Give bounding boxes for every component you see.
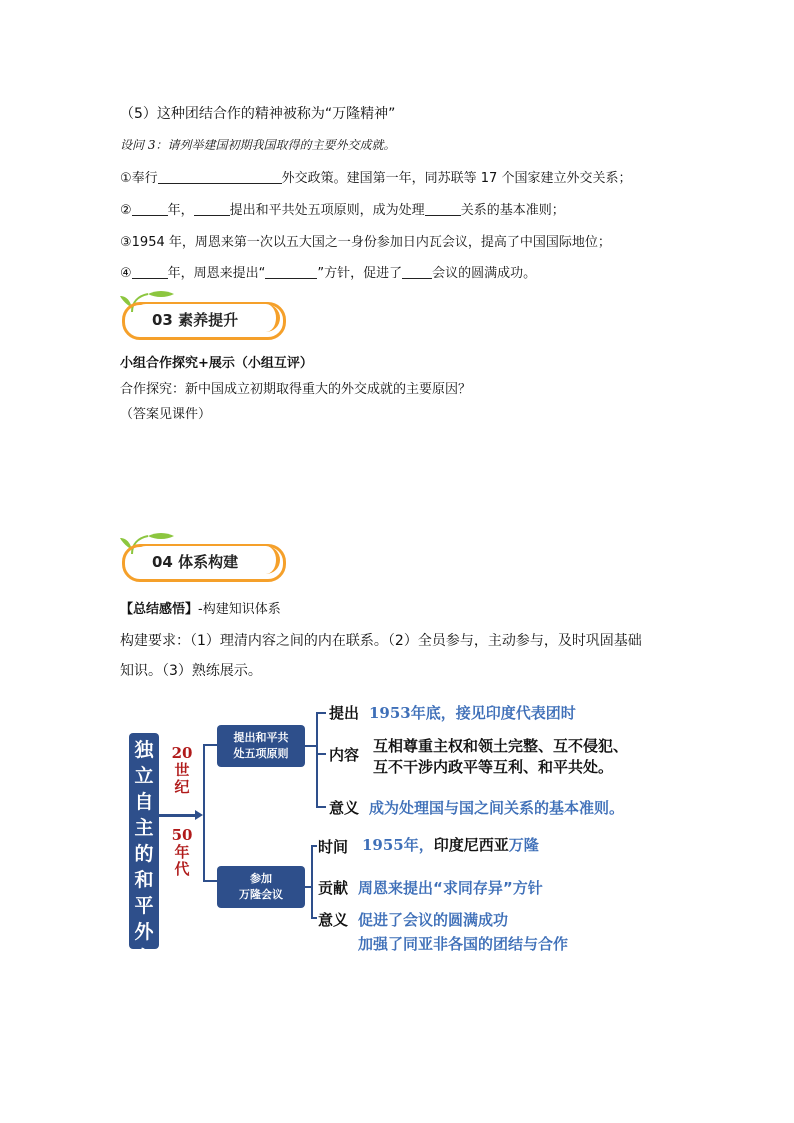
box-five-principles: 提出和平共 处五项原则	[217, 725, 305, 767]
blank	[158, 169, 282, 184]
section-03-answer: （答案见课件）	[120, 407, 212, 422]
item-1-prefix: ①奉行	[120, 171, 158, 186]
value-content-2: 互不干涉内政平等互利、和平共处。	[373, 758, 614, 776]
value-time: 1955年，印度尼西亚万隆	[362, 836, 539, 854]
key-significance-1: 意义	[329, 799, 360, 817]
key-significance-2: 意义	[318, 911, 349, 929]
title-char: 的	[134, 843, 154, 865]
item-2-text: 关系的基本准则；	[460, 203, 565, 218]
blank	[265, 264, 317, 279]
section-04-title: 04 体系构建	[152, 553, 239, 571]
arrow-head-icon	[195, 810, 203, 820]
summary-heading-bracket: 【总结感悟】	[120, 602, 199, 617]
title-char: 平	[134, 895, 154, 917]
section-03-banner	[118, 288, 288, 340]
item-4-prefix: ④	[120, 266, 132, 281]
blank	[402, 264, 432, 279]
value-contribution: 周恩来提出“求同存异”方针	[358, 879, 543, 897]
title-char: 交	[134, 947, 154, 969]
item-1-rest: 外交政策。建国第一年，同苏联等 17 个国家建立外交关系；	[281, 171, 632, 186]
value-content-1: 互相尊重主权和领土完整、互不侵犯、	[373, 737, 629, 755]
blank	[132, 264, 168, 279]
value-significance-2a: 促进了会议的圆满成功	[358, 911, 509, 929]
title-char: 独	[134, 739, 154, 761]
box-bandung-conference: 参加 万隆会议	[217, 866, 305, 908]
key-time: 时间	[318, 838, 349, 856]
title-char: 立	[134, 765, 154, 787]
item-4-text: 会议的圆满成功。	[432, 266, 537, 281]
value-propose: 1953年底，接见印度代表团时	[369, 704, 576, 722]
item-4-text: 年，周恩来提出“	[167, 266, 266, 281]
q5-text: （5）这种团结合作的精神被称为“万隆精神”	[120, 106, 396, 122]
blank	[425, 201, 461, 216]
arrow-line	[159, 814, 197, 817]
era-label-bottom: 50 年 代	[171, 826, 193, 878]
item-4	[120, 262, 536, 281]
blank	[194, 201, 230, 216]
item-3: ③1954 年，周恩来第一次以五大国之一身份参加日内瓦会议，提高了中国国际地位；	[120, 235, 611, 250]
item-4-text: ”方针，促进了	[317, 266, 403, 281]
title-char: 主	[134, 817, 154, 839]
era-label-top: 20 世 纪	[171, 744, 193, 796]
section-03-question: 合作探究：新中国成立初期取得重大的外交成就的主要原因？	[120, 382, 472, 397]
summary-heading	[120, 598, 281, 617]
section-04-banner	[118, 530, 288, 582]
item-1	[120, 167, 631, 186]
key-content: 内容	[329, 746, 360, 764]
question-3: 设问 3：请列举建国初期我国取得的主要外交成就。	[120, 138, 396, 152]
title-char: 自	[134, 791, 154, 813]
value-significance-2b: 加强了同亚非各国的团结与合作	[358, 935, 569, 953]
section-03-subtitle: 小组合作探究+展示（小组互评）	[120, 356, 313, 371]
value-significance-1: 成为处理国与国之间关系的基本准则。	[369, 799, 625, 817]
blank	[132, 201, 168, 216]
title-char: 外	[134, 921, 154, 943]
item-2-prefix: ②	[120, 203, 132, 218]
item-2-text: 提出和平共处五项原则，成为处理	[229, 203, 425, 218]
title-char: 和	[134, 869, 154, 891]
diagram-main-title	[129, 733, 159, 969]
section-03-title: 03 素养提升	[152, 311, 239, 329]
key-propose: 提出	[329, 704, 360, 722]
tree-trunk	[203, 744, 205, 882]
requirements-line-1: 构建要求：（1）理清内容之间的内在联系。（2）全员参与，主动参与，及时巩固基础	[120, 633, 642, 649]
key-contribution: 贡献	[318, 879, 349, 897]
item-2-text: 年，	[167, 203, 194, 218]
summary-heading-rest: -构建知识体系	[198, 602, 281, 617]
item-2	[120, 199, 565, 218]
requirements-line-2: 知识。（3）熟练展示。	[120, 663, 262, 679]
